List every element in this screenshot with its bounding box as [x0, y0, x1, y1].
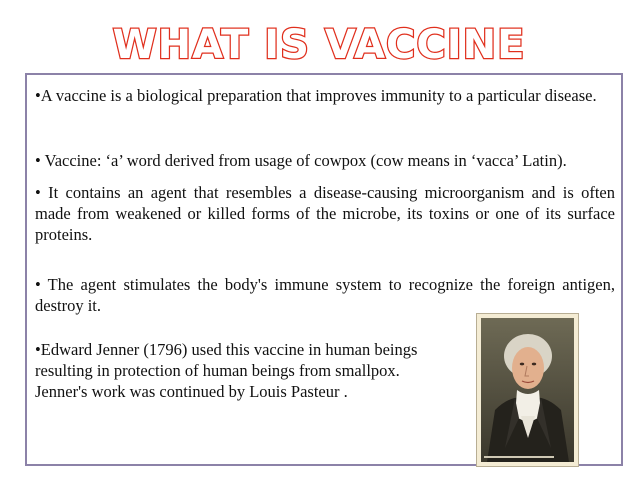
history-line-1: •Edward Jenner (1796) used this vaccine in human beings — [35, 340, 418, 359]
paragraph-etymology: • Vaccine: ‘a’ word derived from usage of cowpox (cow means in ‘vacca’ Latin). — [35, 151, 567, 170]
paragraph-agent: • It contains an agent that resembles a disease-causing microorganism and is often made from weakened or killed forms of the microbe, its toxins or one of its surface proteins. — [35, 183, 615, 244]
paragraph-immune-response: • The agent stimulates the body's immune system to recognize the foreign antigen, destroy it. — [35, 275, 615, 315]
history-line-2: resulting in protection of human beings from smallpox. — [35, 361, 400, 380]
portrait-illustration — [481, 318, 574, 462]
jenner-portrait — [476, 313, 579, 467]
slide-title: WHAT IS VACCINE — [112, 22, 526, 68]
paragraph-history — [35, 339, 475, 402]
paragraph-definition: •A vaccine is a biological preparation that improves immunity to a particular disease. — [35, 86, 597, 105]
history-line-3: Jenner's work was continued by Louis Pasteur . — [35, 382, 348, 401]
